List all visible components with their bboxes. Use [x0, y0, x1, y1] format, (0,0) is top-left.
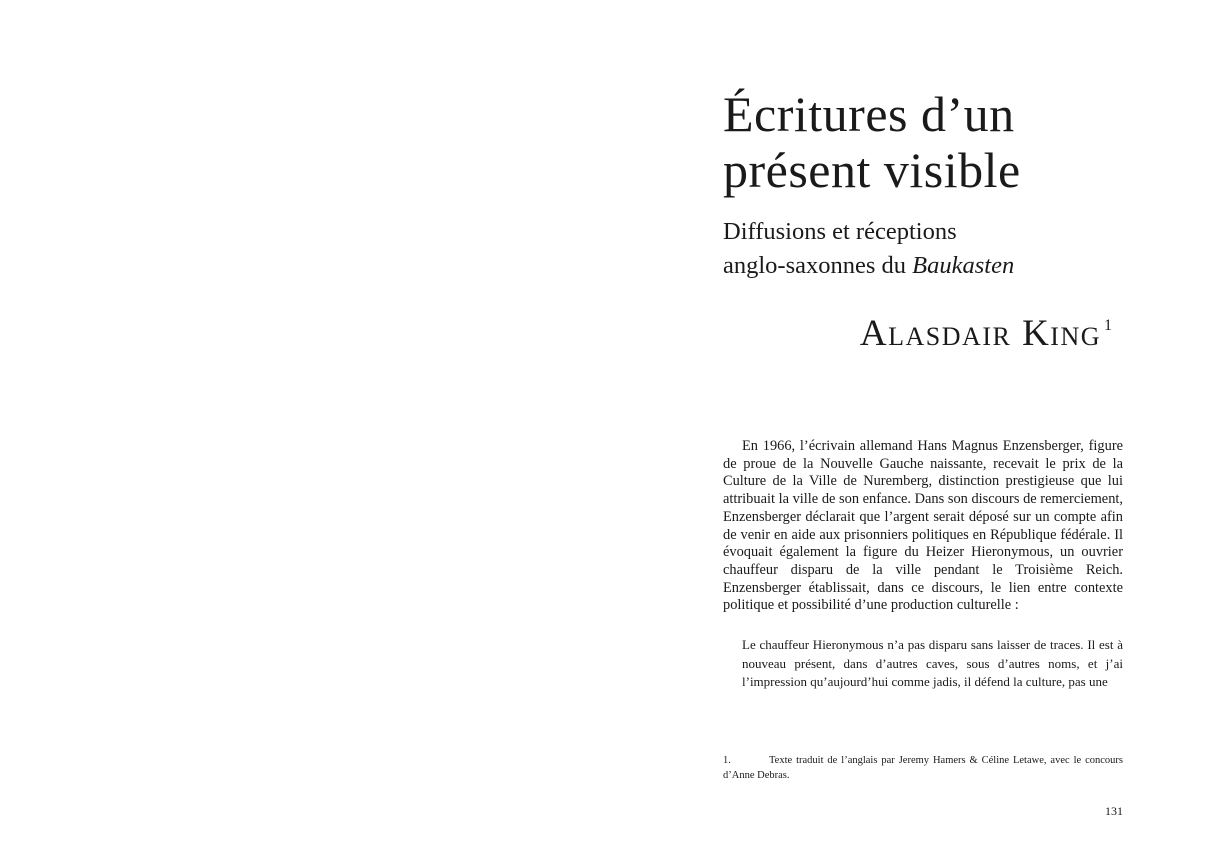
subtitle-prefix: anglo-saxonnes du: [723, 252, 913, 279]
footnote-number: 1.: [723, 755, 731, 766]
page-number: 131: [1105, 804, 1123, 818]
chapter-subtitle-line-2: [723, 251, 1014, 281]
quote-text: Le chauffeur Hieronymous n’a pas disparu sans laisser de traces. Il est à nouveau présent, dans d’autres caves, sous d’autres noms, et j’ai l’impression qu’aujourd’hui comme jadis, il défend la culture, pas une: [742, 637, 1123, 689]
body-text: [723, 438, 1123, 615]
chapter-title-line-1: Écritures d’un: [723, 86, 1015, 142]
footnote-text: Texte traduit de l’anglais par Jeremy Hamers & Céline Letawe, avec le concours d’Anne Debras.: [723, 755, 1123, 781]
subtitle-italic-term: Baukasten: [912, 252, 1015, 279]
body-paragraph: En 1966, l’écrivain allemand Hans Magnus Enzensberger, figure de proue de la Nouvelle Gauche naissante, recevait le prix de la Culture de la Ville de Nuremberg, distinction prestigieuse que lui attribuait la ville de son enfance. Dans son discours de remerciement, Enzensberger déclarait que l’argent serait déposé sur un compte afin de venir en aide aux prisonniers politiques en République fédérale. Il évoquait également la figure du Heizer Hieronymous, un ouvrier chauffeur disparu de la ville pendant le Troisième Reich. Enzensberger établissait, dans ce discours, le lien entre contexte politique et possibilité d’une production culturelle :: [723, 438, 1123, 614]
right-page: [723, 0, 1123, 866]
chapter-subtitle-line-1: Diffusions et réceptions: [723, 218, 957, 245]
author-footnote-marker[interactable]: 1: [1104, 317, 1112, 334]
footnote: [723, 753, 1123, 783]
author-name: [860, 312, 1112, 356]
block-quote: [742, 636, 1123, 692]
author-name-text: Alasdair King: [859, 313, 1101, 354]
chapter-title-line-2: présent visible: [723, 142, 1021, 198]
